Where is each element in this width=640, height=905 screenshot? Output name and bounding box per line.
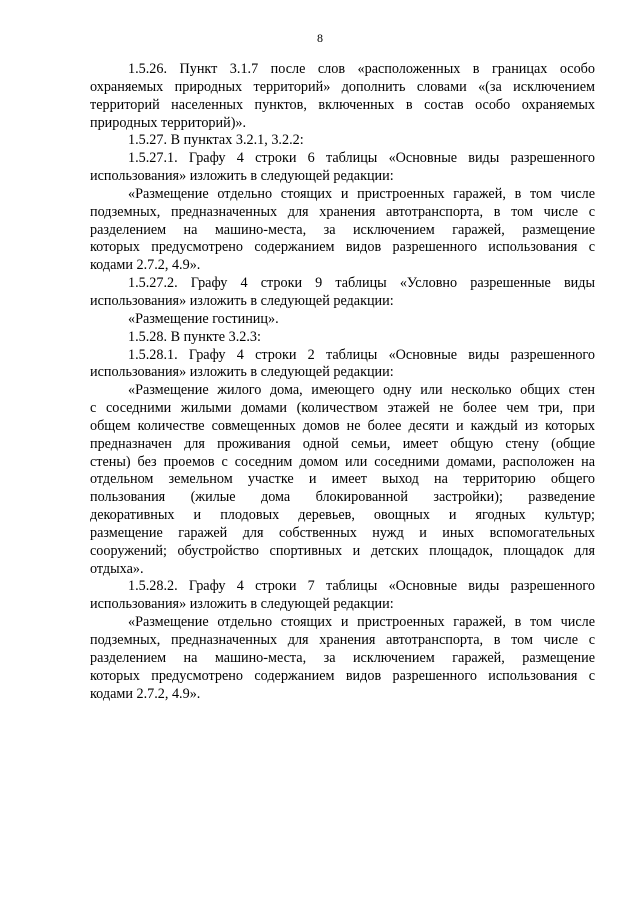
paragraph <box>90 347 595 383</box>
text-line: подземных, предназначенных для хранения автотранспорта, в том числе с <box>90 632 595 648</box>
text-line: «Размещение жилого дома, имеющего одну или несколько общих стен <box>128 382 595 399</box>
text-line: предназначен для проживания одной семьи, имеет общую стену (общие <box>90 435 595 452</box>
paragraph <box>90 578 595 614</box>
text-line: 1.5.28.1. Графу 4 строки 2 таблицы «Основные виды разрешенного <box>128 346 595 363</box>
text-line: охраняемых природных территорий» дополнить словами «(за исключением <box>90 78 595 95</box>
text-line: декоративных и плодовых деревьев, овощных и ягодных культур; <box>90 507 595 524</box>
paragraph <box>90 382 595 578</box>
text-line: кодами 2.7.2, 4.9». <box>90 257 201 274</box>
text-line: разделением на машино-места, за исключением гаражей, размещение <box>90 649 595 666</box>
text-line: использования» изложить в следующей редакции: <box>90 364 394 381</box>
text-line: пользования (жилые дома блокированной застройки); разведение <box>90 489 595 506</box>
text-line: природных территорий)». <box>90 114 247 131</box>
text-line: кодами 2.7.2, 4.9». <box>90 685 201 702</box>
text-line: отдельном земельном участке и имеет выход на территорию общего <box>90 471 595 488</box>
paragraph <box>90 614 595 703</box>
text-line: сооружений; обустройство спортивных и детских площадок, площадок для <box>90 542 595 559</box>
body-text <box>90 61 595 703</box>
text-line: 1.5.27.1. Графу 4 строки 6 таблицы «Основные виды разрешенного <box>128 150 595 167</box>
text-line: отдыха». <box>90 560 144 577</box>
text-line: разделением на машино-места, за исключением гаражей, размещение <box>90 221 595 238</box>
paragraph <box>90 61 595 132</box>
text-line: территорий населенных пунктов, включенных в состав особо охраняемых <box>90 96 595 113</box>
text-line: «Размещение отдельно стоящих и пристроенных гаражей, в том числе <box>128 185 595 202</box>
text-line: с соседними жилыми домами (количеством этажей не более чем три, при <box>90 400 595 417</box>
text-line: использования» изложить в следующей редакции: <box>90 168 394 185</box>
text-line: 1.5.27.2. Графу 4 строки 9 таблицы «Условно разрешенные виды <box>128 275 595 292</box>
text-line: использования» изложить в следующей редакции: <box>90 292 394 309</box>
text-line: подземных, предназначенных для хранения автотранспорта, в том числе с <box>90 203 595 220</box>
text-line: использования» изложить в следующей редакции: <box>90 596 394 613</box>
text-line: 1.5.27. В пунктах 3.2.1, 3.2.2: <box>128 132 304 149</box>
text-line: размещение гаражей для собственных нужд и иных вспомогательных <box>90 524 595 541</box>
paragraph <box>90 311 595 329</box>
text-line: стены) без проемов с соседним домом или соседними домами, расположен на <box>90 453 595 470</box>
page-number: 8 <box>317 31 323 45</box>
text-line: «Размещение отдельно стоящих и пристроенных гаражей, в том числе <box>128 614 595 631</box>
text-line: 1.5.28.2. Графу 4 строки 7 таблицы «Основные виды разрешенного <box>128 578 595 595</box>
paragraph <box>90 150 595 186</box>
text-line: которых предусмотрено содержанием видов разрешенного использования с <box>90 239 595 256</box>
text-line: 1.5.26. Пункт 3.1.7 после слов «расположенных в границах особо <box>128 61 595 77</box>
paragraph <box>90 275 595 311</box>
paragraph <box>90 132 595 150</box>
paragraph <box>90 186 595 275</box>
paragraph <box>90 329 595 347</box>
text-line: которых предусмотрено содержанием видов разрешенного использования с <box>90 667 595 684</box>
text-line: общем количестве совмещенных домов не более десяти и каждый из которых <box>90 417 595 434</box>
text-line: «Размещение гостиниц». <box>128 310 279 327</box>
text-line: 1.5.28. В пункте 3.2.3: <box>128 328 261 345</box>
